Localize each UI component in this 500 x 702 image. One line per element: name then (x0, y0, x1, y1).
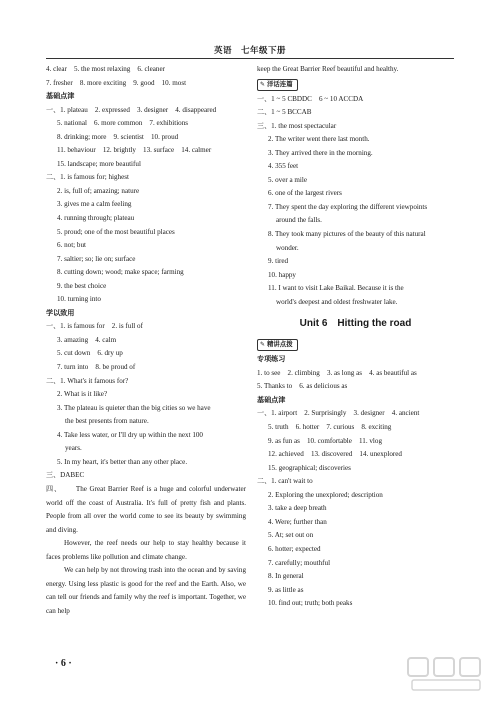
answer-line: 4. Were; further than (268, 517, 327, 526)
answer-line: 5. In my heart, it's better than any other place. (57, 457, 188, 466)
answer-line: 8. cutting down; wood; make space; farming (57, 268, 184, 277)
answer-line: 9. as little as (268, 585, 304, 594)
answer-line: 5. proud; one of the most beautiful places (57, 227, 175, 236)
answer-line: 15. geographical; discoveries (268, 463, 351, 472)
answer-line: 5. At; set out on (268, 531, 314, 540)
answer-line: 5. over a mile (268, 175, 308, 184)
answer-line: 2. The writer went there last month. (268, 135, 370, 144)
answer-line: 15. landscape; more beautiful (57, 159, 141, 168)
answer-line: 5. Thanks to 6. as delicious as (257, 382, 348, 391)
answer-line: 一、1. is famous for 2. is full of (46, 322, 143, 331)
answer-line: 4. Take less water, or I'll dry up within the next 100 (57, 430, 203, 439)
answer-line: around the falls. (276, 216, 322, 225)
unit-title: Unit 6 Hitting the road (299, 318, 412, 330)
answer-line: 8. They took many pictures of the beauty of this natural (268, 230, 426, 239)
section-heading: 学以致用 (46, 308, 75, 317)
answer-line: 10. turning into (57, 295, 101, 304)
essay-paragraph-3: We can help by not throwing trash into the ocean and by saving energy. Using less plastic is good for the reef and the Earth. Also, we can tell our friends and family why the reef is important. Together, we can help (46, 566, 246, 615)
essay-continuation: keep the Great Barrier Reef beautiful and healthy. (257, 65, 399, 73)
answer-line: 3. amazing 4. calm (57, 335, 117, 344)
right-column (257, 63, 454, 611)
answer-line: 3. take a deep breath (268, 504, 327, 513)
answer-line: 7. carefully; mouthful (268, 558, 331, 567)
answer-line: 9. the best choice (57, 281, 107, 290)
answer-line: 5. cut down 6. dry up (57, 349, 123, 358)
essay-paragraph-2: However, the reef needs our help to stay healthy because it faces problems like pollution and climate change. (46, 539, 246, 561)
answer-line: 8. drinking; more 9. scientist 10. proud (57, 132, 179, 141)
answer-line: 3. They arrived there in the morning. (268, 148, 373, 157)
answer-line: 7. turn into 8. be proud of (57, 363, 136, 372)
answer-line: 7. They spent the day exploring the different viewpoints (268, 202, 428, 211)
answer-line: 2. What is it like? (57, 390, 108, 399)
left-answer-lines (46, 63, 246, 483)
answer-line: 二、1. can't wait to (257, 477, 313, 486)
answer-line: 一、1. airport 2. Surprisingly 3. designer 4. ancient (257, 409, 420, 418)
badge-label-1: 洋话连篇 (267, 80, 293, 88)
answer-line: 二、1. is famous for; highest (46, 173, 129, 182)
badge-label-2: 精讲点拨 (267, 341, 293, 349)
answer-line: 7. fresher 8. more exciting 9. good 10. most (46, 78, 187, 87)
page-header: 英语 七年级下册 (213, 45, 286, 55)
answer-line: 10. happy (268, 270, 296, 279)
watermark-logo (406, 654, 486, 694)
essay-label: 四、 (46, 484, 62, 493)
pen-icon: ✎ (260, 342, 266, 349)
section-heading: 基础点津 (257, 395, 286, 404)
answer-line: 7. saltier; so; lie on; surface (57, 254, 136, 263)
answer-line: 三、DABEC (46, 471, 85, 480)
essay-text-1: The Great Barrier Reef is a huge and colorful underwater world off the coast of Australia. It's full of pretty fish and plants. People from all over the world come to see its beauty by swimming and diving. (46, 484, 246, 534)
answer-line: 6. one of the largest rivers (268, 189, 342, 198)
answer-line: 二、1. What's it famous for? (46, 376, 129, 385)
answer-line: years. (65, 444, 82, 453)
answer-line: 2. Exploring the unexplored; description (268, 490, 383, 499)
answer-line: 6. hotter; expected (268, 544, 321, 553)
answer-line: 4. clear 5. the most relaxing 6. cleaner (46, 65, 165, 73)
answer-line: 12. achieved 13. discovered 14. unexplored (268, 450, 402, 459)
answer-line: 5. national 6. more common 7. exhibitions (57, 119, 189, 128)
answer-line: 4. 355 feet (268, 162, 299, 171)
answer-line: 9. tired (268, 257, 289, 266)
answer-line: 11. behaviour 12. brightly 13. surface 14. calmer (57, 146, 212, 155)
section-heading: 专项练习 (257, 355, 286, 364)
answer-line: world's deepest and oldest freshwater lake. (276, 297, 398, 306)
essay-paragraph-1 (46, 483, 246, 537)
pen-icon: ✎ (260, 81, 266, 88)
section-badge-1 (257, 79, 298, 91)
answer-line: 2. is, full of; amazing; nature (57, 186, 140, 195)
answer-line: 4. running through; plateau (57, 214, 135, 223)
page-number: · 6 · (55, 658, 72, 669)
answer-line: 9. as fun as 10. comfortable 11. vlog (268, 436, 383, 445)
answer-line: 一、1 ~ 5 CBDDC 6 ~ 10 ACCDA (257, 94, 364, 103)
answer-line: 二、1 ~ 5 BCCAB (257, 108, 312, 117)
answer-line: 三、1. the most spectacular (257, 121, 337, 130)
answer-line: 8. In general (268, 572, 304, 581)
answer-line: 10. find out; truth; both peaks (268, 599, 353, 608)
header-rule (46, 58, 454, 59)
answer-line: 3. The plateau is quieter than the big cities so we have (57, 403, 211, 412)
answer-line: 1. to see 2. climbing 3. as long as 4. as beautiful as (257, 368, 417, 377)
section-badge-2 (257, 339, 298, 351)
answer-line: wonder. (276, 243, 299, 252)
left-column (46, 63, 246, 618)
right-answer-lines-2 (257, 353, 454, 610)
answer-line: 3. gives me a calm feeling (57, 200, 132, 209)
answer-line: 6. not; but (57, 241, 86, 250)
answer-line: 11. I want to visit Lake Baikal. Because it is the (268, 284, 404, 293)
right-answer-lines-1 (257, 93, 454, 310)
answer-line: the best presents from nature. (65, 417, 149, 426)
section-heading: 基础点津 (46, 92, 75, 101)
answer-line: 一、1. plateau 2. expressed 3. designer 4. disappeared (46, 105, 217, 114)
answer-line: 5. truth 6. hotter 7. curious 8. exciting (268, 423, 392, 432)
